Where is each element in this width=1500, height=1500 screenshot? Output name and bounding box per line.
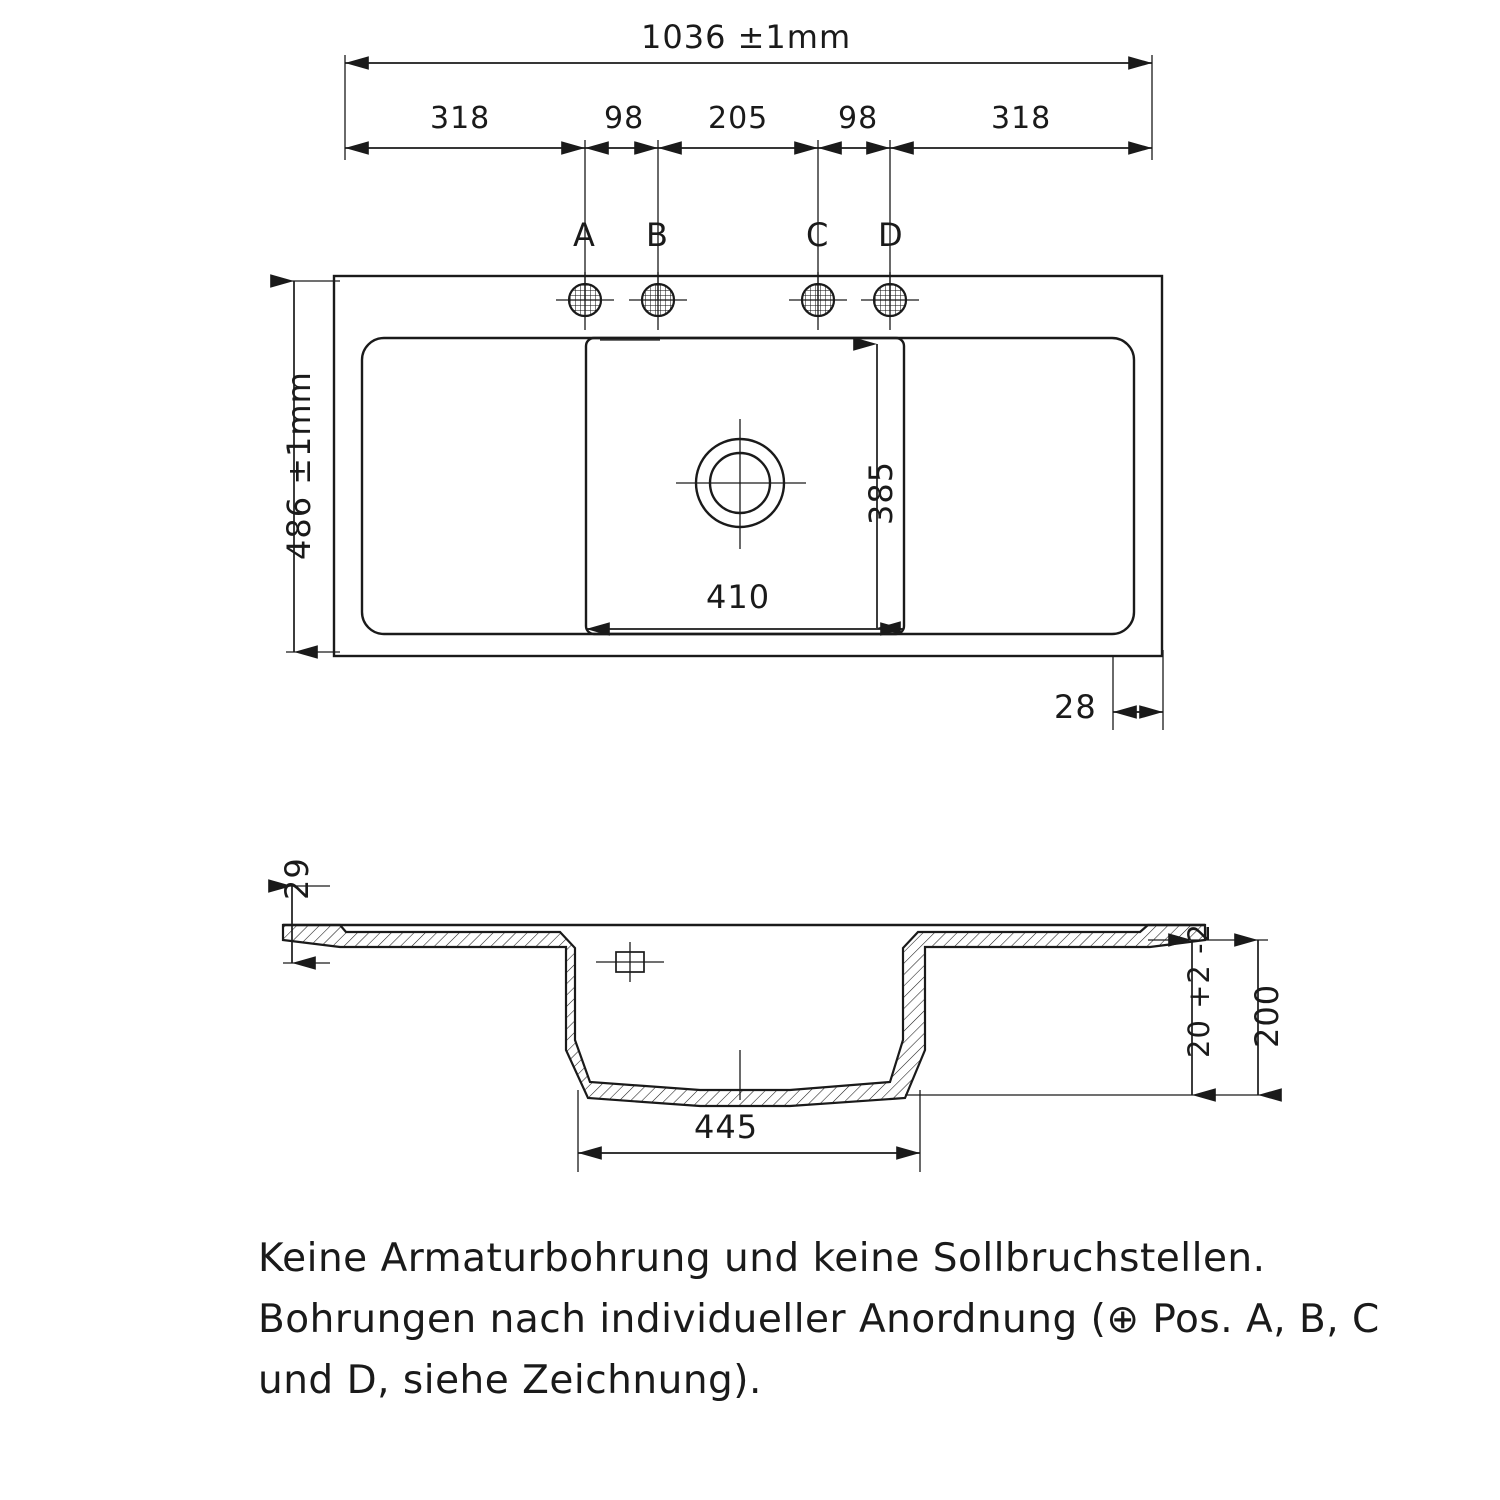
section-drain-mark (596, 942, 740, 1100)
label-hole-a: A (573, 216, 596, 254)
label-hole-d: D (878, 216, 904, 254)
label-chain-98-left: 98 (604, 101, 645, 136)
label-overall-width: 1036 ±1mm (641, 18, 852, 56)
label-bowl-width: 410 (706, 578, 771, 616)
label-rim-offset: 28 (1054, 688, 1097, 726)
tap-holes (556, 272, 919, 340)
label-chain-205: 205 (708, 101, 769, 136)
label-bowl-depth: 385 (862, 460, 900, 525)
label-rim-height: 29 (278, 857, 316, 900)
label-bowl-bottom-width: 445 (694, 1108, 759, 1146)
label-hole-c: C (806, 216, 830, 254)
label-overall-depth: 486 ±1mm (280, 371, 318, 560)
label-bowl-depth-tolerance: 20 +2 -2 (1182, 922, 1216, 1058)
label-chain-318-right: 318 (991, 101, 1052, 136)
label-chain-318-left: 318 (430, 101, 491, 136)
drain-opening (676, 419, 806, 549)
label-hole-b: B (646, 216, 669, 254)
drawing-note: Keine Armaturbohrung und keine Sollbruchstellen. Bohrungen nach individueller Anordnung (⊕ Pos. A, B, C und D, siehe Zeichnung). (258, 1236, 1380, 1403)
label-chain-98-right: 98 (838, 101, 879, 136)
section-profile (283, 925, 1205, 1106)
label-bowl-depth-value: 200 (1248, 983, 1286, 1048)
